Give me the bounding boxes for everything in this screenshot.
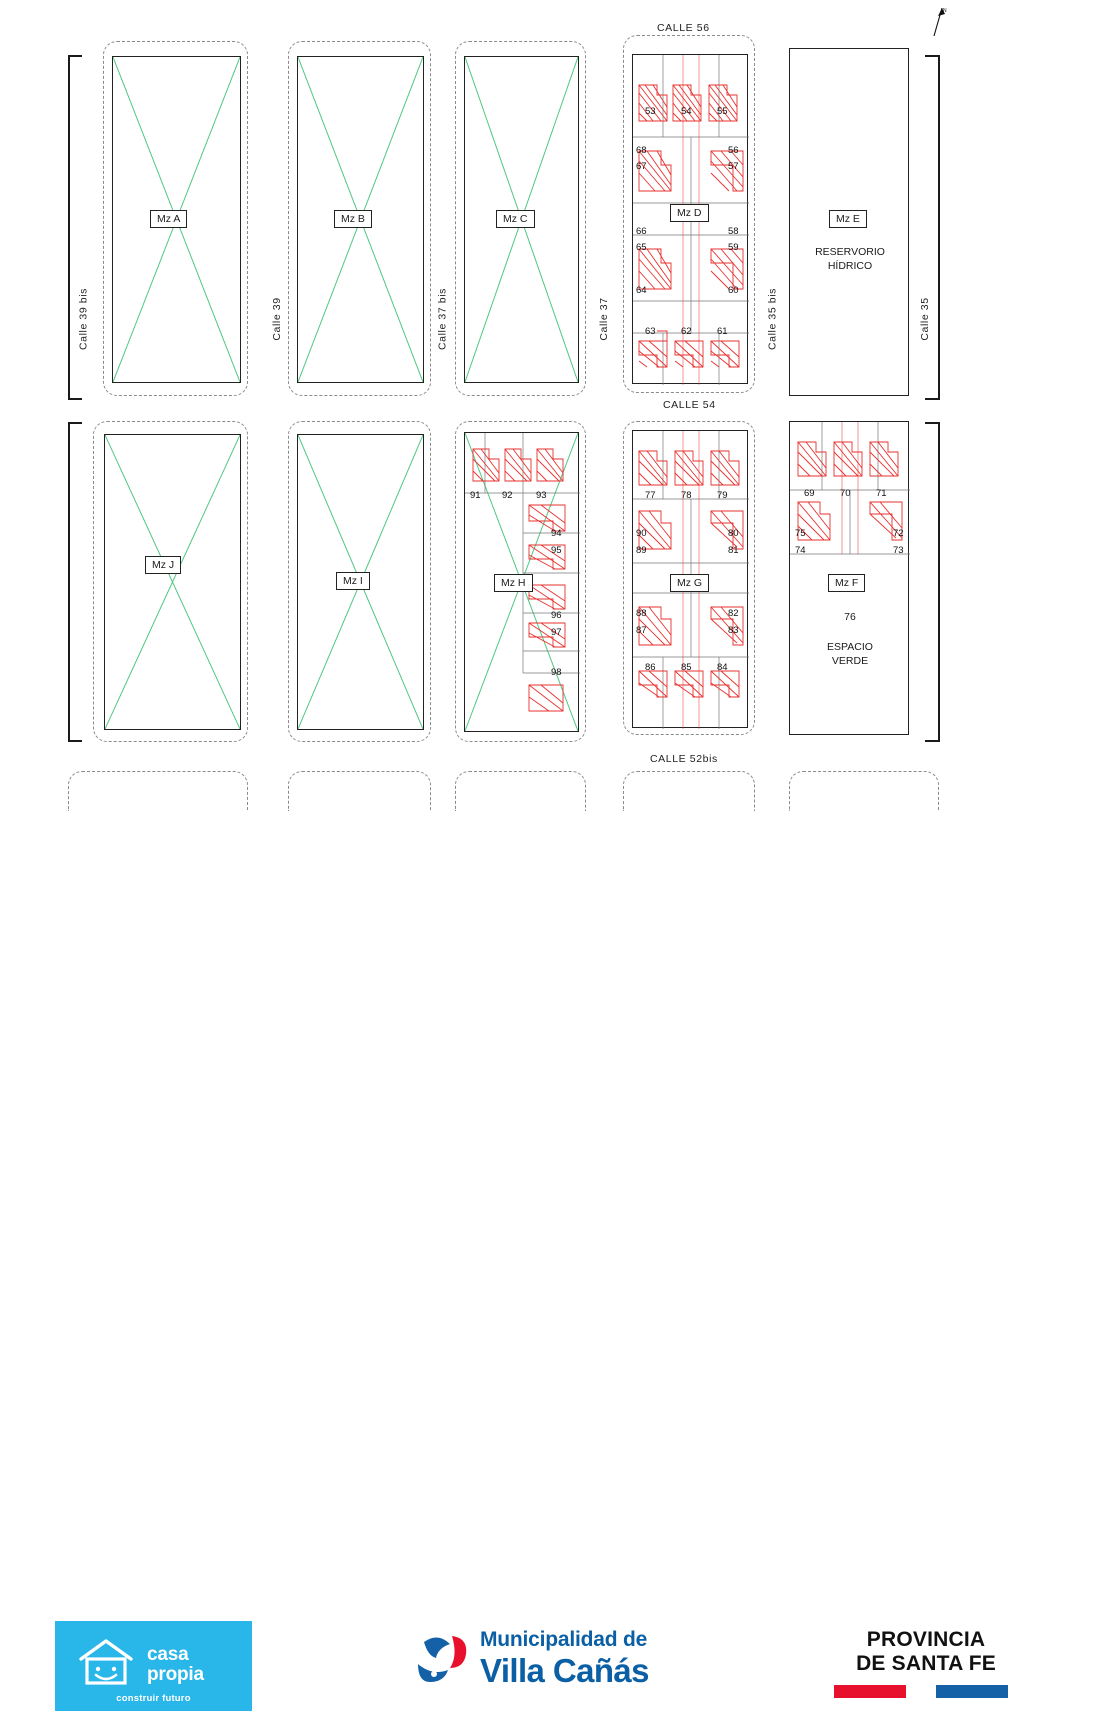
parcel-58: 58 — [728, 226, 739, 237]
boundary-left-tick-bottom — [68, 398, 82, 400]
parcel-72: 72 — [893, 528, 904, 539]
parcel-68: 68 — [636, 145, 647, 156]
street-label-calle-37: Calle 37 — [598, 297, 610, 341]
parcel-97: 97 — [551, 627, 562, 638]
block-mz-g[interactable] — [623, 421, 755, 735]
mz-c-label: Mz C — [496, 210, 535, 228]
mz-e-label: Mz E — [829, 210, 867, 228]
mz-e-text — [790, 245, 910, 273]
municipalidad-line1: Municipalidad de — [480, 1628, 648, 1651]
parcel-73: 73 — [893, 545, 904, 556]
street-label-calle-37-bis: Calle 37 bis — [436, 287, 449, 351]
boundary-right-2-tick-top — [925, 422, 939, 424]
mz-f-text-line2: VERDE — [831, 655, 869, 667]
block-mz-c[interactable] — [455, 41, 586, 396]
mz-d-label: Mz D — [670, 204, 709, 222]
parcel-79: 79 — [717, 490, 728, 501]
street-label-calle-39: Calle 39 — [271, 297, 283, 341]
provincia-bar-red — [834, 1685, 906, 1698]
block-mz-h[interactable] — [455, 421, 586, 742]
footer-logos — [0, 808, 1093, 1704]
block-row3-partial-5 — [789, 771, 939, 811]
parcel-80: 80 — [728, 528, 739, 539]
parcel-88: 88 — [636, 608, 647, 619]
mz-g-label: Mz G — [670, 574, 709, 592]
provincia-logo — [826, 1628, 1026, 1701]
parcel-81: 81 — [728, 545, 739, 556]
parcel-71: 71 — [876, 488, 887, 499]
parcel-94: 94 — [551, 528, 562, 539]
mz-j-cross — [105, 435, 240, 729]
boundary-right-tick-top — [925, 55, 939, 57]
block-mz-j-inner — [104, 434, 241, 730]
parcel-77: 77 — [645, 490, 656, 501]
mz-i-label: Mz I — [336, 572, 370, 590]
mz-e-text-line2: HÍDRICO — [827, 260, 873, 272]
boundary-right-tick-bottom — [925, 398, 939, 400]
parcel-83: 83 — [728, 625, 739, 636]
parcel-90: 90 — [636, 528, 647, 539]
parcel-70: 70 — [840, 488, 851, 499]
mz-f-text-line1: ESPACIO — [827, 641, 873, 653]
casa-propia-logo — [55, 1621, 252, 1711]
boundary-left-tick-top — [68, 55, 82, 57]
parcel-61: 61 — [717, 326, 728, 337]
provincia-line1: PROVINCIA — [866, 1628, 986, 1651]
boundary-left-2-tick-bottom — [68, 740, 82, 742]
block-mz-j[interactable] — [93, 421, 248, 742]
mz-h-label: Mz H — [494, 574, 533, 592]
provincia-bars — [826, 1685, 1026, 1701]
parcel-74: 74 — [795, 545, 806, 556]
block-mz-a[interactable] — [103, 41, 248, 396]
block-row3-partial-3 — [455, 771, 586, 811]
mz-f-parcel-76-value: 76 — [844, 611, 856, 623]
block-row3-partial-4 — [623, 771, 755, 811]
parcel-82: 82 — [728, 608, 739, 619]
parcel-62: 62 — [681, 326, 692, 337]
parcel-66: 66 — [636, 226, 647, 237]
parcel-87: 87 — [636, 625, 647, 636]
parcel-55: 55 — [717, 106, 728, 117]
parcel-85: 85 — [681, 662, 692, 673]
street-label-calle-35: Calle 35 — [919, 297, 931, 341]
municipalidad-line2: Villa Cañás — [480, 1652, 649, 1689]
parcel-78: 78 — [681, 490, 692, 501]
street-label-calle-52bis: CALLE 52bis — [650, 753, 718, 765]
mz-b-label: Mz B — [334, 210, 372, 228]
boundary-left-2 — [68, 422, 70, 742]
parcel-96: 96 — [551, 610, 562, 621]
block-mz-d[interactable] — [623, 35, 755, 393]
parcel-64: 64 — [636, 285, 647, 296]
block-mz-b[interactable] — [288, 41, 431, 396]
parcel-98: 98 — [551, 667, 562, 678]
casa-propia-tagline: construir futuro — [116, 1693, 191, 1704]
parcel-86: 86 — [645, 662, 656, 673]
svg-text:N: N — [943, 8, 947, 14]
mz-e-text-line1: RESERVORIO — [815, 246, 885, 258]
parcel-91: 91 — [470, 490, 481, 501]
municipalidad-emblem-icon — [412, 1630, 474, 1688]
parcel-63: 63 — [645, 326, 656, 337]
house-icon — [77, 1637, 135, 1687]
casa-propia-line1: casa — [147, 1644, 189, 1665]
block-mz-f[interactable] — [789, 421, 909, 735]
street-label-calle-54: CALLE 54 — [663, 399, 716, 411]
mz-f-label: Mz F — [828, 574, 865, 592]
boundary-left-2-tick-top — [68, 422, 82, 424]
street-label-calle-35-bis: Calle 35 bis — [766, 287, 779, 351]
parcel-65: 65 — [636, 242, 647, 253]
boundary-right-2-tick-bottom — [925, 740, 939, 742]
parcel-89: 89 — [636, 545, 647, 556]
block-mz-i[interactable] — [288, 421, 431, 742]
mz-f-parcel-76 — [790, 610, 910, 624]
boundary-right — [938, 55, 940, 400]
parcel-56: 56 — [728, 145, 739, 156]
boundary-right-2 — [938, 422, 940, 742]
mz-f-text — [790, 640, 910, 668]
casa-propia-line2: propia — [147, 1664, 204, 1685]
block-row3-partial-2 — [288, 771, 431, 811]
parcel-54: 54 — [681, 106, 692, 117]
mz-j-label: Mz J — [145, 556, 181, 574]
parcel-92: 92 — [502, 490, 513, 501]
parcel-57: 57 — [728, 161, 739, 172]
parcel-53: 53 — [645, 106, 656, 117]
block-mz-e[interactable] — [789, 48, 909, 396]
block-row3-partial-1 — [68, 771, 248, 811]
north-arrow-icon — [912, 4, 952, 38]
parcel-69: 69 — [804, 488, 815, 499]
municipalidad-logo — [412, 1626, 732, 1698]
street-label-calle-56: CALLE 56 — [657, 22, 710, 34]
mz-a-label: Mz A — [150, 210, 187, 228]
parcel-60: 60 — [728, 285, 739, 296]
parcel-59: 59 — [728, 242, 739, 253]
parcel-67: 67 — [636, 161, 647, 172]
boundary-left — [68, 55, 70, 400]
provincia-bar-blue — [936, 1685, 1008, 1698]
parcel-75: 75 — [795, 528, 806, 539]
parcel-93: 93 — [536, 490, 547, 501]
parcel-95: 95 — [551, 545, 562, 556]
provincia-line2: DE SANTA FE — [856, 1652, 996, 1675]
parcel-84: 84 — [717, 662, 728, 673]
street-label-calle-39-bis: Calle 39 bis — [77, 287, 90, 351]
